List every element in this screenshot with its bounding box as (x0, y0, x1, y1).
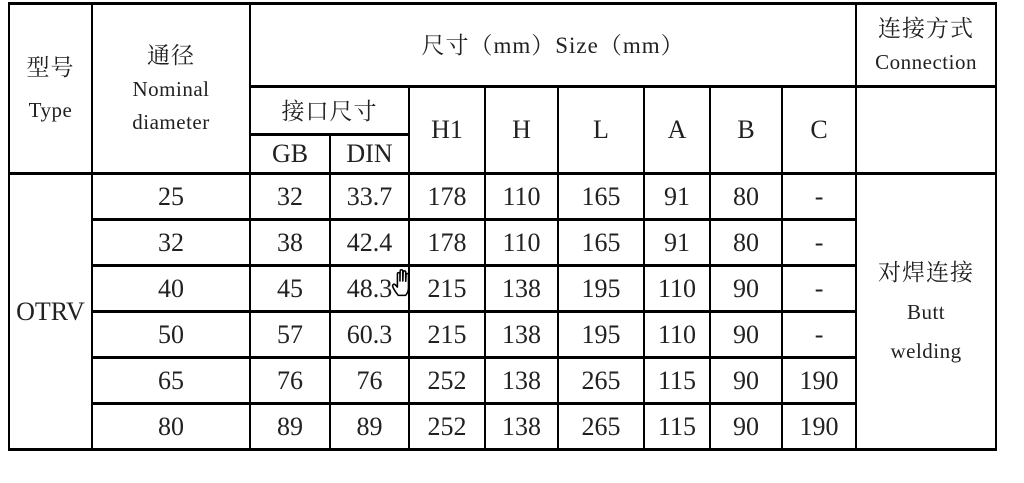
header-size-label: 尺寸（mm）Size（mm） (421, 33, 685, 59)
header-dim-h: H (485, 87, 558, 174)
cell-l: 195 (558, 312, 644, 358)
header-standard-din: DIN (330, 135, 409, 174)
cell-h1: 178 (409, 174, 485, 220)
cell-h1: 252 (409, 404, 485, 450)
header-interface-size-label: 接口尺寸 (281, 98, 378, 124)
cell-c: - (782, 266, 856, 312)
header-dim-b: B (710, 87, 782, 174)
header-dim-h1: H1 (409, 87, 485, 174)
cell-l: 265 (558, 404, 644, 450)
cell-b: 90 (710, 404, 782, 450)
header-interface-size (250, 87, 409, 135)
cell-dn: 40 (92, 266, 250, 312)
connection-value-zh: 对焊连接 (878, 259, 975, 285)
connection-value-cell (856, 174, 996, 450)
cell-b: 90 (710, 312, 782, 358)
header-row-1 (9, 4, 996, 87)
cell-c: - (782, 174, 856, 220)
cell-din: 48.3 (330, 266, 409, 312)
table-row (9, 404, 996, 450)
cell-b: 80 (710, 174, 782, 220)
header-type-en: Type (28, 97, 73, 122)
header-standard-gb: GB (250, 135, 330, 174)
connection-value-en2: welding (890, 339, 962, 364)
header-size (250, 4, 856, 87)
cell-h: 138 (485, 312, 558, 358)
table-row (9, 358, 996, 404)
connection-value-en1: Butt (906, 300, 946, 325)
type-value-cell: OTRV (9, 174, 92, 450)
header-type-zh: 型号 (26, 55, 75, 81)
header-dim-a: A (644, 87, 710, 174)
cell-h: 110 (485, 174, 558, 220)
cell-h1: 215 (409, 312, 485, 358)
cell-l: 165 (558, 220, 644, 266)
cell-din: 76 (330, 358, 409, 404)
header-nominal-diameter (92, 4, 250, 174)
header-dim-c: C (782, 87, 856, 174)
cell-c: - (782, 312, 856, 358)
cell-c: 190 (782, 404, 856, 450)
cell-dn: 65 (92, 358, 250, 404)
header-nominal-zh: 通径 (147, 42, 195, 68)
header-connection-zh: 连接方式 (878, 15, 975, 41)
header-connection (856, 4, 996, 87)
cell-h1: 215 (409, 266, 485, 312)
cell-gb: 38 (250, 220, 330, 266)
cell-gb: 32 (250, 174, 330, 220)
cell-h: 138 (485, 358, 558, 404)
cell-l: 265 (558, 358, 644, 404)
cell-gb: 45 (250, 266, 330, 312)
cell-gb: 57 (250, 312, 330, 358)
cell-b: 90 (710, 266, 782, 312)
cell-dn: 25 (92, 174, 250, 220)
cell-din: 33.7 (330, 174, 409, 220)
cell-gb: 76 (250, 358, 330, 404)
table-row (9, 266, 996, 312)
cell-c: - (782, 220, 856, 266)
cell-dn: 80 (92, 404, 250, 450)
header-dim-l: L (558, 87, 644, 174)
header-type (9, 4, 92, 174)
cell-a: 91 (644, 220, 710, 266)
valve-dimension-table (8, 2, 997, 451)
cell-h1: 252 (409, 358, 485, 404)
cell-h: 110 (485, 220, 558, 266)
cell-din: 60.3 (330, 312, 409, 358)
cell-gb: 89 (250, 404, 330, 450)
header-connection-spacer (856, 87, 996, 174)
table-row (9, 312, 996, 358)
cell-h1: 178 (409, 220, 485, 266)
cell-h: 138 (485, 266, 558, 312)
header-nominal-en1: Nominal (132, 77, 210, 102)
header-nominal-en2: diameter (132, 110, 210, 135)
cell-a: 115 (644, 358, 710, 404)
table-row (9, 174, 996, 220)
cell-din: 89 (330, 404, 409, 450)
cell-dn: 32 (92, 220, 250, 266)
cell-a: 110 (644, 312, 710, 358)
cell-c: 190 (782, 358, 856, 404)
cell-b: 90 (710, 358, 782, 404)
cell-b: 80 (710, 220, 782, 266)
cell-din: 42.4 (330, 220, 409, 266)
cell-dn: 50 (92, 312, 250, 358)
table-row (9, 220, 996, 266)
cell-a: 115 (644, 404, 710, 450)
cell-a: 91 (644, 174, 710, 220)
cell-l: 195 (558, 266, 644, 312)
cell-l: 165 (558, 174, 644, 220)
cell-h: 138 (485, 404, 558, 450)
header-connection-en: Connection (875, 50, 977, 75)
cell-a: 110 (644, 266, 710, 312)
